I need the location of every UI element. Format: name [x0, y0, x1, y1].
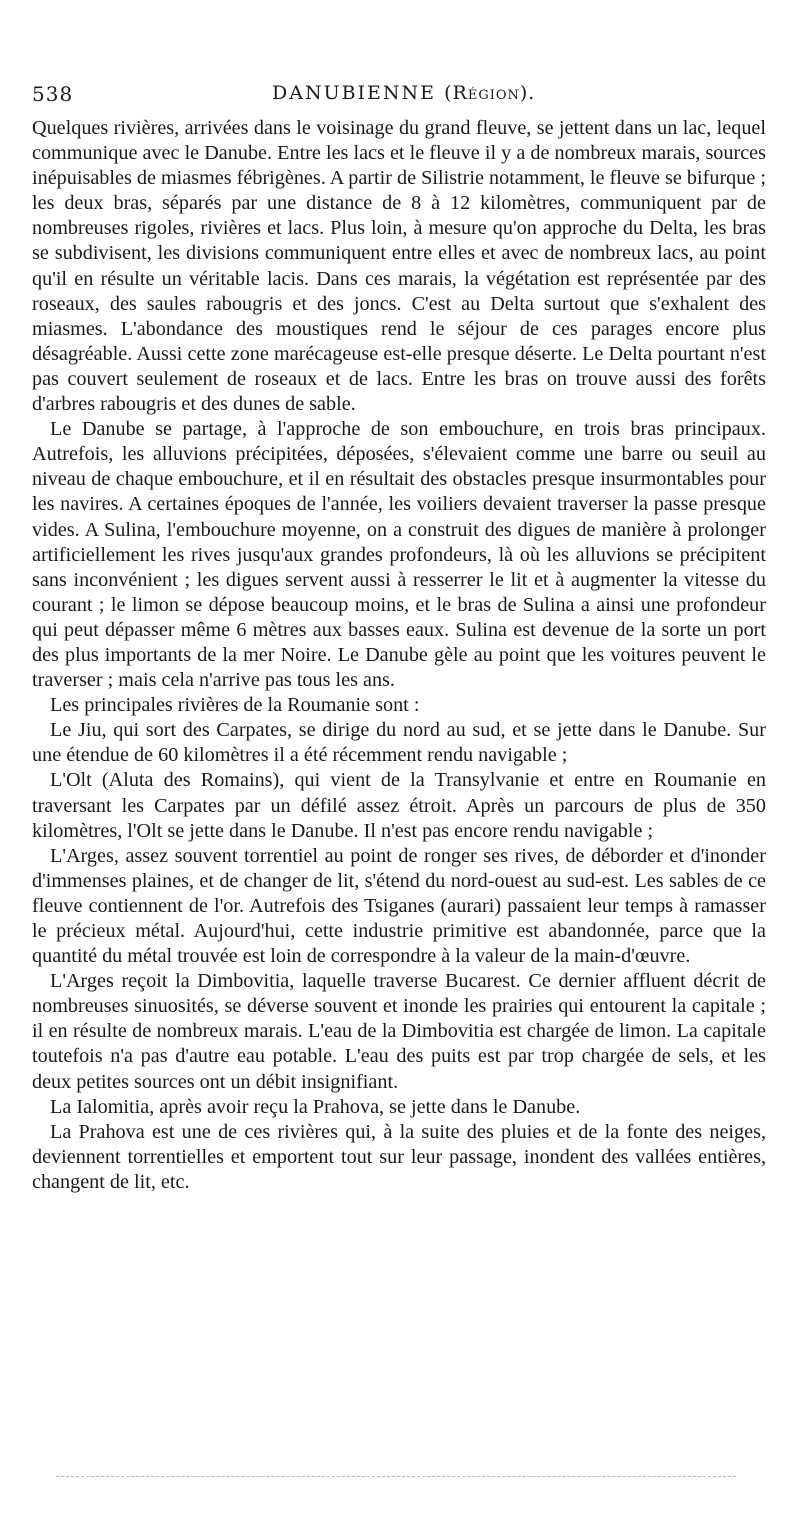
article-body [32, 116, 766, 1195]
paragraph-mouths: Le Danube se partage, à l'approche de son embouchure, en trois bras principaux. Autrefois, les alluvions précipitées, déposées, s'élevaient comme une barre ou seuil au niveau de chaque embouchure, et il en résultait des obstacles presque insurmontables pour les navires. A certaines époques de l'année, les voiliers devaient traverser la passe presque vides. A Sulina, l'embouchure moyenne, on a construit des digues de manière à prolonger artificiellement les rives jusqu'aux grandes profondeurs, là où les alluvions se précipitent sans inconvénient ; les digues servent aussi à resserrer le lit et à augmenter la vitesse du courant ; le limon se dépose beaucoup moins, et le bras de Sulina a ainsi une profondeur qui peut dépasser même 6 mètres aux basses eaux. Sulina est devenue de la sorte un port des plus importants de la mer Noire. Le Danube gèle au point que les voitures peuvent le traverser ; mais cela n'arrive pas tous les ans. [32, 418, 766, 692]
paragraph-dimbovitia: L'Arges reçoit la Dimbovitia, laquelle traverse Bucarest. Ce dernier affluent décrit de nombreuses sinuosités, se déverse souvent et inonde les prairies qui entourent la capitale ; il en résulte de nombreux marais. L'eau de la Dimbovitia est chargée de limon. La capitale toutefois n'a pas d'autre eau potable. L'eau des puits est par trop chargée de sels, et les deux petites sources ont un débit insignifiant. [32, 970, 766, 1093]
paragraph-ialomitia: La Ialomitia, après avoir reçu la Prahova, se jette dans le Danube. [50, 1095, 581, 1118]
running-header [32, 82, 768, 110]
bottom-rule [56, 1476, 736, 1477]
paragraph-prahova: La Prahova est une de ces rivières qui, à la suite des pluies et de la fonte des neiges, deviennent torrentielles et emportent tout sur leur passage, inondent des vallées entières, changent de lit, etc. [32, 1120, 766, 1193]
paragraph-rivers-intro: Les principales rivières de la Roumanie sont : [50, 694, 420, 717]
paragraph-arges: L'Arges, assez souvent torrentiel au point de ronger ses rives, de déborder et d'inonder d'immenses plaines, et de changer de lit, s'étend du nord-ouest au sud-est. Les sables de ce fleuve contiennent de l'or. Autrefois des Tsiganes (aurari) passaient leur temps à ramasser le précieux métal. Aujourd'hui, cette industrie primitive est abandonnée, parce que la quantité du métal trouvée est loin de correspondre à la valeur de la main-d'œuvre. [32, 844, 766, 968]
paragraph-jiu: Le Jiu, qui sort des Carpates, se dirige du nord au sud, et se jette dans le Danube. Sur une étendue de 60 kilomètres il a été récemment rendu navigable ; [32, 719, 766, 767]
paragraph-olt: L'Olt (Aluta des Romains), qui vient de la Transylvanie et entre en Roumanie en traversant les Carpates par un défilé assez étroit. Après un parcours de plus de 350 kilomètres, l'Olt se jette dans le Danube. Il n'est pas encore rendu navigable ; [32, 769, 766, 842]
paragraph-marshes: Quelques rivières, arrivées dans le voisinage du grand fleuve, se jettent dans un lac, lequel communique avec le Danube. Entre les lacs et le fleuve il y a de nombreux marais, sources inépuisables de miasmes fébrigènes. A partir de Silistrie notamment, le fleuve se bifurque ; les deux bras, séparés par une distance de 8 à 12 kilomètres, communiquent par de nombreuses rigoles, rivières et lacs. Plus loin, à mesure qu'on approche du Delta, les bras se subdivisent, les divisions communiquent entre elles et avec de nombreux lacs, au point qu'il en résulte un véritable lacis. Dans ces marais, la végétation est représentée par des roseaux, des saules rabougris et des joncs. C'est au Delta surtout que s'exhalent des miasmes. L'abondance des moustiques rend le séjour de ces parages encore plus désagréable. Aussi cette zone marécageuse est-elle presque déserte. Le Delta pourtant n'est pas couvert seulement de roseaux et de lacs. Entre les bras on trouve aussi des forêts d'arbres rabougris et des dunes de sable. [32, 117, 766, 416]
running-title-main: DANUBIENNE [272, 82, 437, 104]
running-title-sub: (Région). [444, 82, 536, 104]
running-title [272, 82, 535, 104]
page-number: 538 [32, 82, 74, 106]
